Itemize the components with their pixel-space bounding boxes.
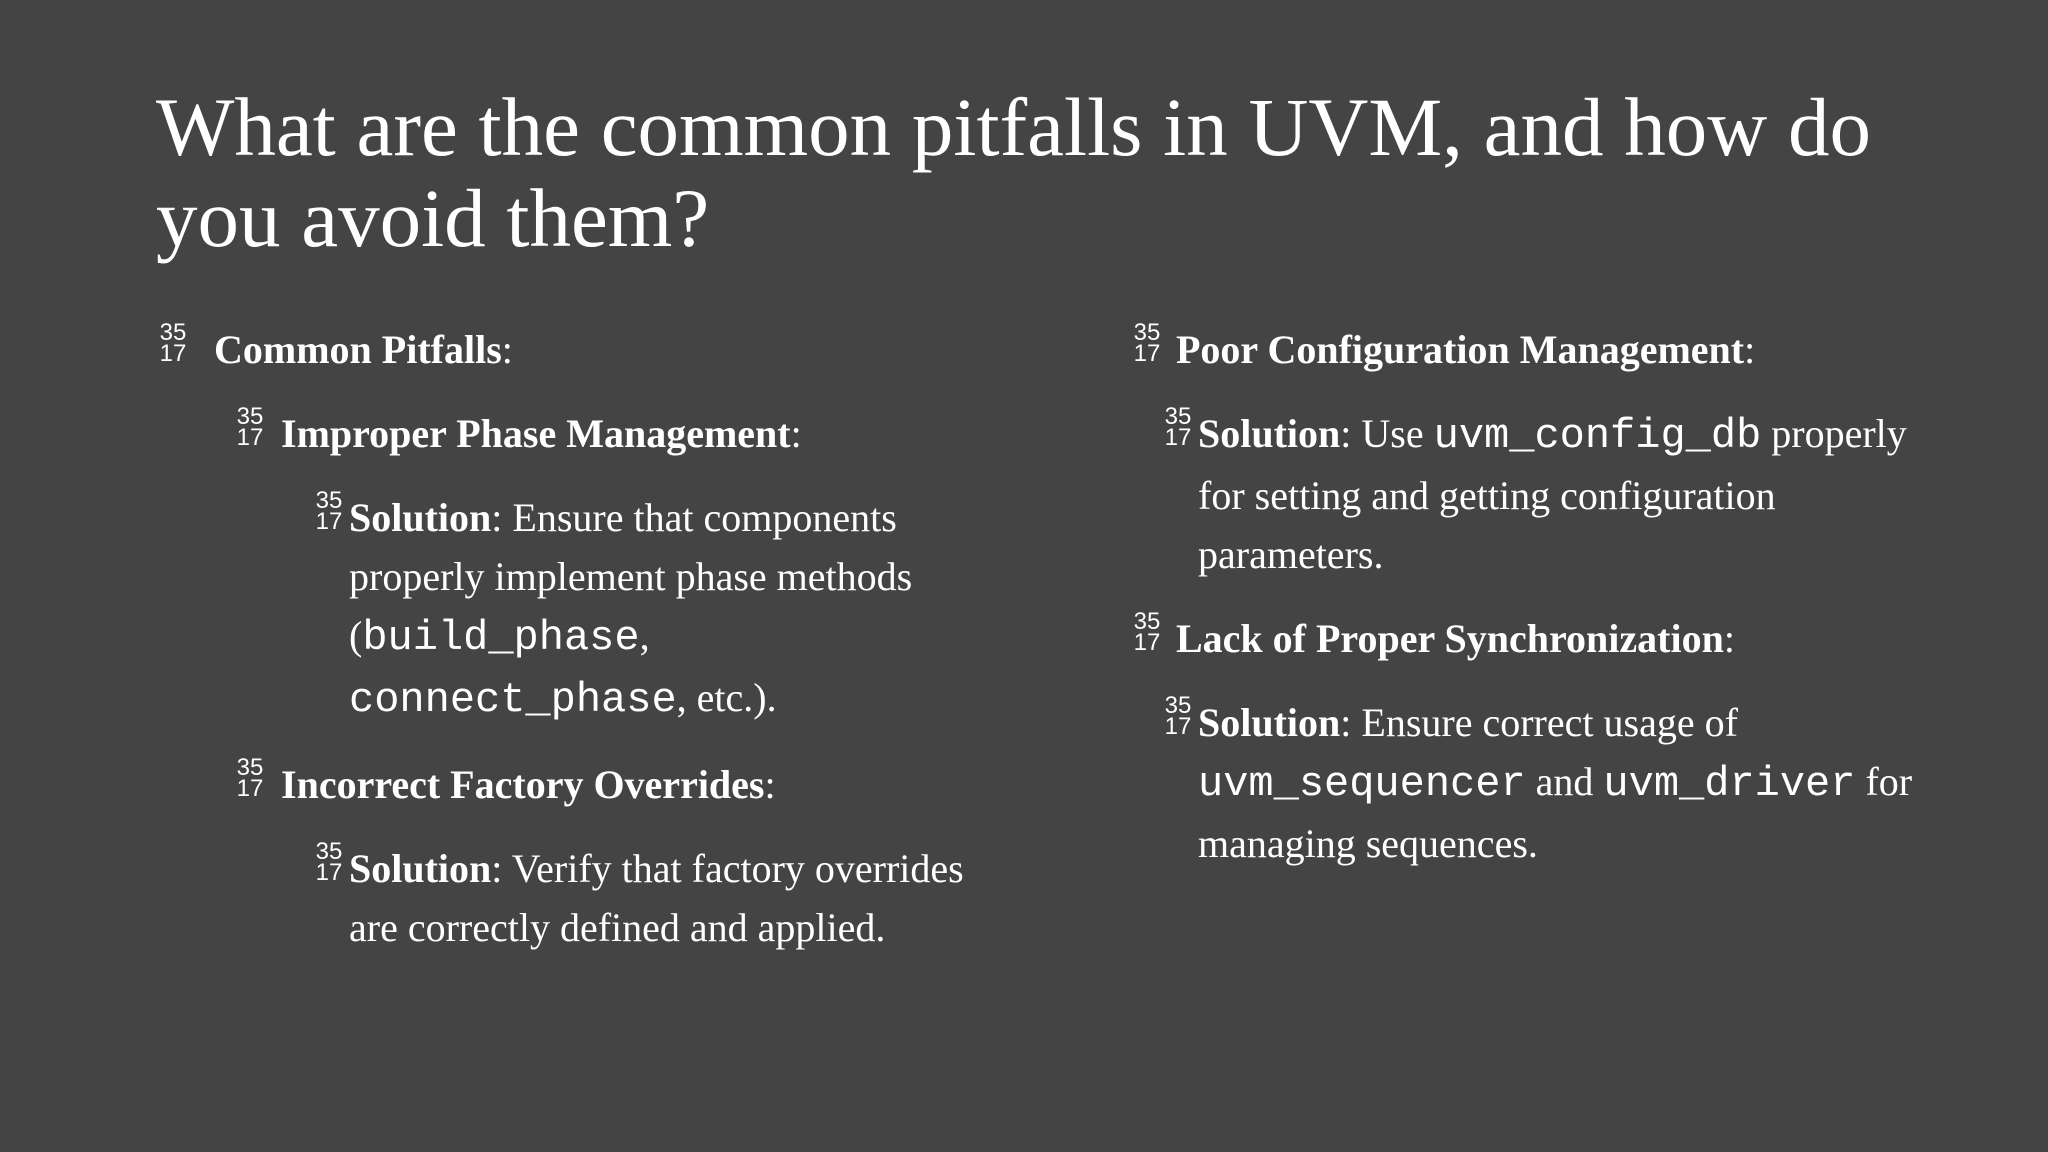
solution-text: Solution: Ensure correct usage of uvm_sequencer and uvm_driver for managing sequences. <box>1198 700 1913 866</box>
bullet-icon: 35 17 <box>1133 319 1161 367</box>
bullet-icon: 35 17 <box>1164 692 1192 740</box>
code-build-phase: build_phase <box>362 614 640 662</box>
bullet-icon: 35 17 <box>315 838 343 886</box>
pitfall-label: Poor Configuration Management <box>1176 327 1745 372</box>
solution-text: Solution: Ensure that components properly implement phase methods (build_phase, connect_phase, etc.). <box>349 495 913 724</box>
pitfall-label: Incorrect Factory Overrides <box>281 762 765 807</box>
bullet-incorrect-factory-overrides: 35 17 Incorrect Factory Overrides: <box>281 755 986 814</box>
bullet-icon: 35 17 <box>159 319 187 367</box>
left-column <box>156 320 986 982</box>
pitfall-label: Lack of Proper Synchronization <box>1176 616 1724 661</box>
solution-text: Solution: Verify that factory overrides are correctly defined and applied. <box>349 846 964 950</box>
bullet-icon: 35 17 <box>236 754 264 802</box>
code-uvm-driver: uvm_driver <box>1603 760 1856 808</box>
solution-factory-overrides <box>315 838 986 957</box>
code-uvm-sequencer: uvm_sequencer <box>1198 760 1526 808</box>
bullet-icon: 35 17 <box>1133 608 1161 656</box>
solution-phase-management <box>315 487 986 730</box>
solution-configuration-management <box>1164 403 1960 584</box>
solution-synchronization <box>1164 692 1960 873</box>
bullet-improper-phase-management: 35 17 Improper Phase Management: <box>281 404 986 463</box>
bullet-icon: 35 17 <box>1164 403 1192 451</box>
right-column <box>1130 320 1960 898</box>
bullet-poor-configuration-management: 35 17 Poor Configuration Management: <box>1176 320 1960 379</box>
solution-text: Solution: Use uvm_config_db properly for setting and getting configuration parameters. <box>1198 411 1907 577</box>
pitfall-label: Improper Phase Management <box>281 411 791 456</box>
heading-label: Common Pitfalls <box>214 327 502 372</box>
code-connect-phase: connect_phase <box>349 676 677 724</box>
slide-title: What are the common pitfalls in UVM, and how do you avoid them? <box>156 81 1871 264</box>
bullet-icon: 35 17 <box>236 403 264 451</box>
bullet-common-pitfalls: 35 17 Common Pitfalls: <box>214 320 986 379</box>
bullet-lack-of-synchronization: 35 17 Lack of Proper Synchronization: <box>1176 609 1960 668</box>
code-uvm-config-db: uvm_config_db <box>1433 412 1762 460</box>
bullet-icon: 35 17 <box>315 487 343 535</box>
